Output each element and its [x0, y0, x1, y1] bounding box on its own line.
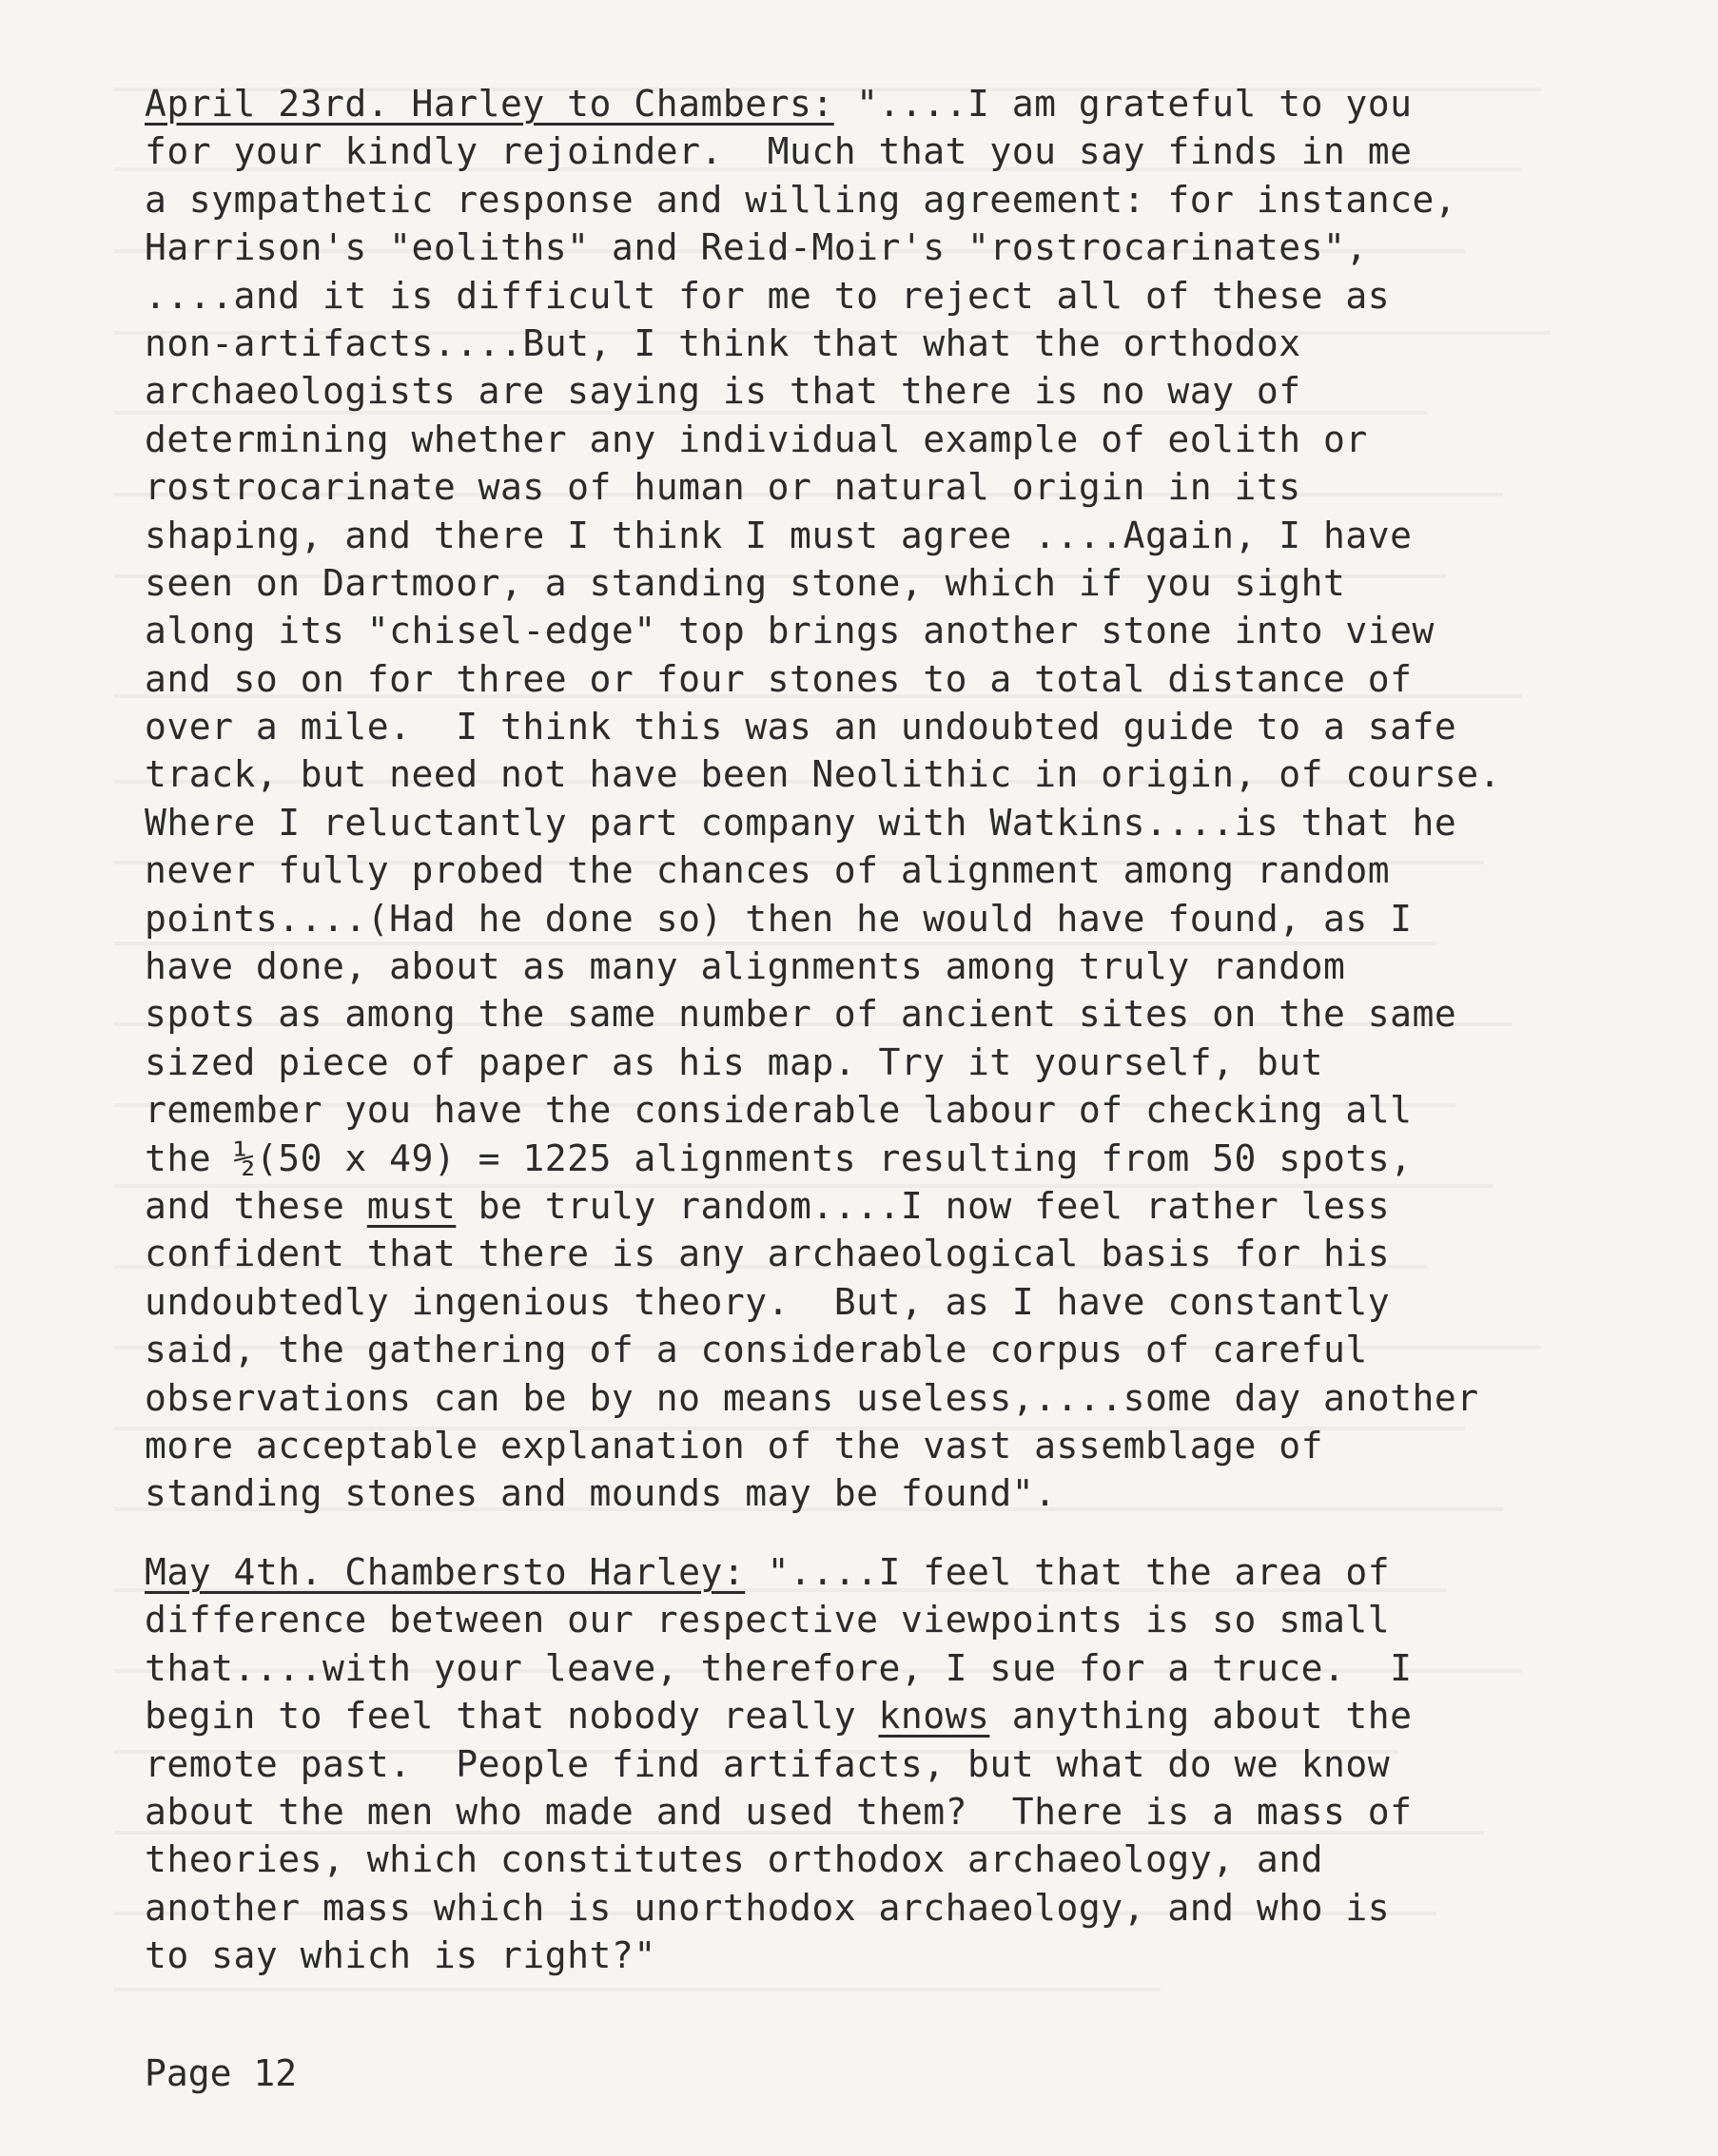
letter-heading: April 23rd. Harley to Chambers:	[145, 83, 834, 125]
letter-line: never fully probed the chances of alignment among random	[145, 849, 1391, 892]
letter-line: seen on Dartmoor, a standing stone, which if you sight	[145, 561, 1346, 604]
letter-line: for your kindly rejoinder. Much that you say finds in me	[145, 130, 1413, 173]
letter-line: that....with your leave, therefore, I sue for a truce. I	[145, 1646, 1413, 1689]
emphasis-must: must	[366, 1184, 457, 1227]
letter-line: and these must be truly random....I now feel rather less	[145, 1184, 1391, 1227]
letter-line: shaping, and there I think I must agree ....Again, I have	[145, 514, 1413, 556]
letter-line: undoubtedly ingenious theory. But, as I have constantly	[145, 1280, 1391, 1323]
letter-line: archaeologists are saying is that there is no way of	[145, 370, 1301, 413]
letter-line: standing stones and mounds may be found".	[145, 1472, 1057, 1515]
page-number: Page 12	[145, 2052, 298, 2094]
letter-line: along its "chisel-edge" top brings another stone into view	[145, 610, 1435, 652]
letter-line: and so on for three or four stones to a total distance of	[145, 657, 1413, 700]
letter-may-4	[145, 1548, 1629, 1980]
letter-line: remote past. People find artifacts, but what do we know	[145, 1742, 1391, 1785]
letter-line: rostrocarinate was of human or natural origin in its	[145, 466, 1301, 509]
letter-line: April 23rd. Harley to Chambers: "....I am grateful to you	[145, 83, 1413, 125]
letter-line: observations can be by no means useless,....some day another	[145, 1376, 1479, 1419]
letter-line: non-artifacts....But, I think that what the orthodox	[145, 321, 1301, 364]
letter-line: difference between our respective viewpoints is so small	[145, 1599, 1391, 1641]
letter-line: ....and it is difficult for me to reject all of these as	[145, 274, 1391, 317]
letter-line: over a mile. I think this was an undoubted guide to a safe	[145, 706, 1457, 748]
letter-line: said, the gathering of a considerable corpus of careful	[145, 1329, 1368, 1371]
letter-line: track, but need not have been Neolithic in origin, of course.	[145, 753, 1502, 796]
letter-line: begin to feel that nobody really knows anything about the	[145, 1695, 1413, 1738]
letter-line: spots as among the same number of ancient sites on the same	[145, 993, 1457, 1036]
letter-line: Harrison's "eoliths" and Reid-Moir's "rostrocarinates",	[145, 226, 1368, 269]
letter-april-23	[145, 80, 1629, 1518]
letter-line: more acceptable explanation of the vast assemblage of	[145, 1424, 1324, 1466]
emphasis-knows: knows	[878, 1695, 990, 1738]
letter-line: the ½(50 x 49) = 1225 alignments resulting from 50 spots,	[145, 1136, 1413, 1179]
letter-line: points....(Had he done so) then he would have found, as I	[145, 897, 1413, 940]
letter-line: sized piece of paper as his map. Try it yourself, but	[145, 1040, 1324, 1083]
letter-line: have done, about as many alignments among truly random	[145, 945, 1346, 988]
letter-line: about the men who made and used them? There is a mass of	[145, 1790, 1413, 1833]
letter-line: theories, which constitutes orthodox archaeology, and	[145, 1838, 1324, 1881]
letter-line: remember you have the considerable labour of checking all	[145, 1089, 1413, 1132]
letter-line: to say which is right?"	[145, 1934, 656, 1977]
letter-line: Where I reluctantly part company with Watkins....is that he	[145, 801, 1457, 844]
letter-line: another mass which is unorthodox archaeology, and who is	[145, 1886, 1391, 1929]
letter-heading: May 4th. Chambersto Harley:	[145, 1551, 746, 1593]
letter-line: a sympathetic response and willing agreement: for instance,	[145, 178, 1457, 221]
letter-line: May 4th. Chambersto Harley: "....I feel that the area of	[145, 1551, 1391, 1593]
letter-line: confident that there is any archaeological basis for his	[145, 1233, 1391, 1275]
letter-line: determining whether any individual example of eolith or	[145, 418, 1368, 460]
